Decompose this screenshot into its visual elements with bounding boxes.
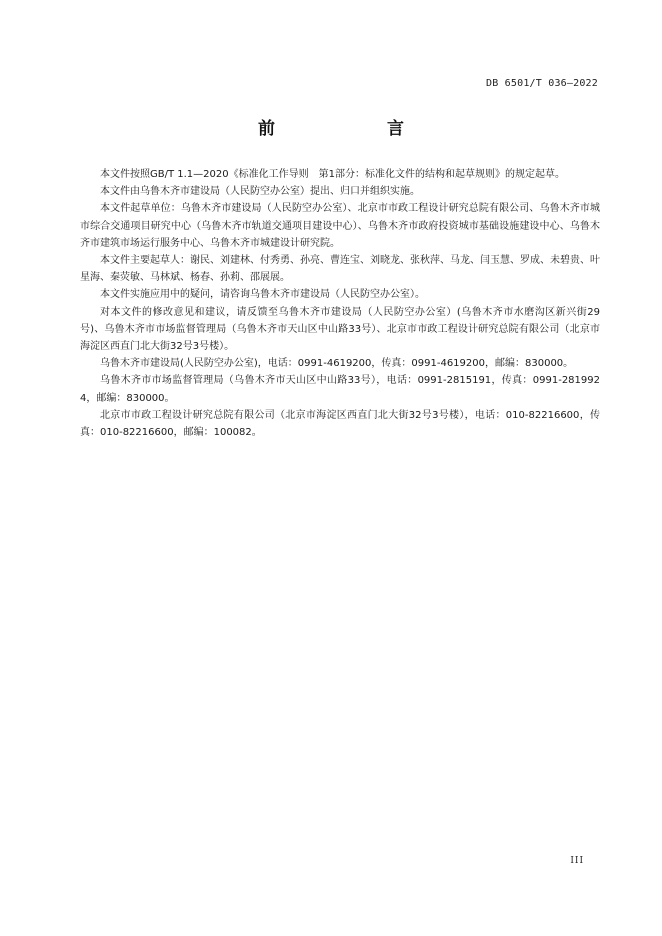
foreword-body — [80, 166, 600, 441]
paragraph-drafting-units: 本文件起草单位：乌鲁木齐市建设局（人民防空办公室）、北京市市政工程设计研究总院有限公司、乌鲁木齐市城市综合交通项目研究中心（乌鲁木齐市轨道交通项目建设中心）、乌鲁木齐市政府投资城市基础设施建设中心、乌鲁木齐市建筑市场运行服务中心、乌鲁木齐市城建设计研究院。 — [80, 203, 600, 249]
paragraph-drafters: 本文件主要起草人：谢民、刘建林、付秀勇、孙亮、曹连宝、刘晓龙、张秋萍、马龙、闫玉慧、罗成、未碧贵、叶星海、秦荧敏、马林斌、杨春、孙莉、邵展展。 — [80, 255, 600, 284]
paragraph-inquiries: 本文件实施应用中的疑问，请咨询乌鲁木齐市建设局（人民防空办公室）。 — [100, 289, 425, 301]
paragraph-drafting-basis: 本文件按照GB/T 1.1—2020《标准化工作导则 第1部分：标准化文件的结构和起草规则》的规定起草。 — [100, 169, 565, 180]
document-code: DB 6501/T 036—2022 — [486, 78, 598, 89]
paragraph-proposer: 本文件由乌鲁木齐市建设局（人民防空办公室）提出、归口并组织实施。 — [100, 186, 420, 198]
page-number: III — [570, 856, 584, 866]
page-title: 前 言 — [258, 119, 430, 139]
paragraph-contact-construction-bureau: 乌鲁木齐市建设局(人民防空办公室)，电话：0991-4619200，传真：0991-4619200，邮编：830000。 — [100, 358, 574, 370]
paragraph-contact-market-supervision: 乌鲁木齐市市场监督管理局（乌鲁木齐市天山区中山路33号），电话：0991-2815191，传真：0991-2819924，邮编：830000。 — [80, 375, 600, 404]
paragraph-contact-design-institute: 北京市市政工程设计研究总院有限公司（北京市海淀区西直门北大街32号3号楼），电话：010-82216600，传真：010-82216600，邮编：100082。 — [80, 409, 600, 439]
paragraph-feedback: 对本文件的修改意见和建议，请反馈至乌鲁木齐市建设局（人民防空办公室）(乌鲁木齐市水磨沟区新兴街29号)、乌鲁木齐市市场监督管理局（乌鲁木齐市天山区中山路33号）、北京市市政工程设计研究总院有限公司（北京市海淀区西直门北大街32号3号楼）。 — [80, 306, 600, 353]
